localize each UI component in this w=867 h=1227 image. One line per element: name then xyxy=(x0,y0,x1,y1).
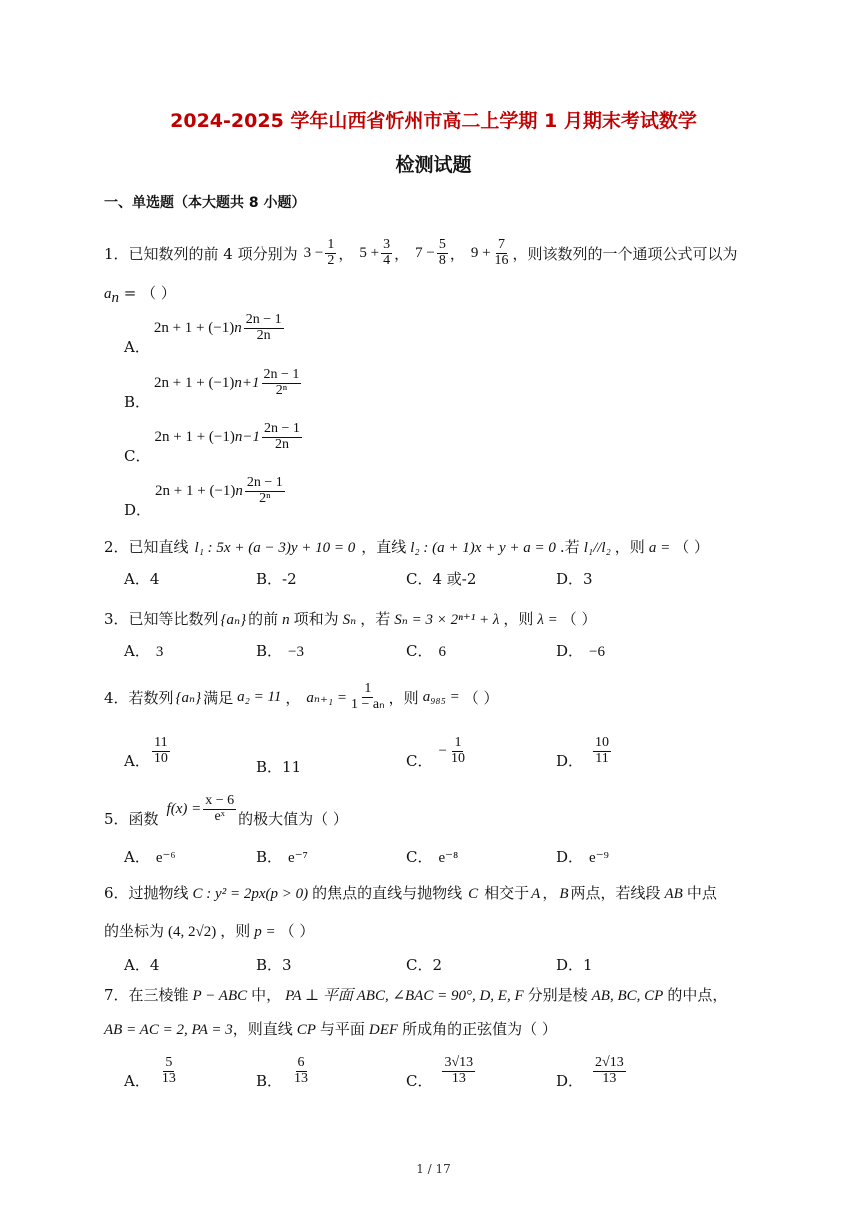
question-2-option-d: D．3 xyxy=(556,570,593,588)
page-number: 1 / 17 xyxy=(416,1162,451,1176)
question-7-option-c: C． $\frac{3√13}{13}$ xyxy=(406,1055,474,1090)
question-2-option-b: B．-2 xyxy=(256,570,297,588)
document-title: 2024-2025 学年山西省忻州市高二上学期 1 月期末考试数学 xyxy=(170,110,697,132)
question-6-option-c: C．2 xyxy=(406,956,443,974)
document-subtitle: 检测试题 xyxy=(395,154,472,176)
question-7-stem: 7．在三棱锥 P − ABC 中， PA ⊥ 平面 ABC, ∠BAC = 90°, D, E, F 分别是棱 AB, BC, CP 的中点， xyxy=(104,986,728,1004)
fraction: $\frac{7}{16}$ xyxy=(494,236,509,268)
question-4-option-d: D． $\frac{10}{11}$ xyxy=(556,735,610,770)
question-5-option-d: D． e⁻⁹ xyxy=(556,848,609,866)
question-5-stem: 5．函数 f(x) = $\frac{x - 6}{\text{eˣ}}$ 的极大值为（ ） xyxy=(104,792,348,828)
question-2-option-c: C．4 或-2 xyxy=(406,570,477,588)
question-7-stem-line2: AB = AC = 2, PA = 3，则直线 CP 与平面 DEF 所成角的正弦值为（ ） xyxy=(104,1020,557,1038)
question-7-option-a: A． $\frac{5}{13}$ xyxy=(124,1055,176,1090)
question-5-option-c: C． e⁻⁸ xyxy=(406,848,459,866)
question-4-stem: 4．若数列 {aₙ} 满足 a₂ = 11 ， aₙ₊₁ = $\frac{1}{\text{1 − aₙ}}$ ，则 a₉₈₅ = （ ） xyxy=(104,680,499,712)
question-1-stem-line2: $a_n$ = （ ） xyxy=(104,284,176,306)
question-1-option-d: D． 2n + 1 + (−1) n $\frac{2n - 1}{\text{2ⁿ}}$ xyxy=(124,475,283,520)
question-2-option-a: A．4 xyxy=(124,570,160,588)
question-3-stem: 3．已知等比数列 {aₙ} 的前 n 项和为 Sₙ ，若 Sₙ = 3 × 2ⁿ⁺¹ + λ ，则 λ = （ ） xyxy=(104,610,597,628)
question-5-option-b: B． e⁻⁷ xyxy=(256,848,308,866)
question-6-option-d: D．1 xyxy=(556,956,593,974)
question-4-option-a: A． $\frac{11}{10}$ xyxy=(124,735,168,770)
question-4-option-b: B．11 xyxy=(256,758,302,776)
question-5-option-a: A． e⁻⁶ xyxy=(124,848,176,866)
question-3-option-a: A． 3 xyxy=(124,642,164,660)
section-heading: 一、单选题（本大题共 8 小题） xyxy=(104,195,306,211)
question-3-option-c: C． 6 xyxy=(406,642,446,660)
question-2-stem: 2．已知直线 l₁ : 5x + (a − 3)y + 10 = 0 ，直线 l₂ : (a + 1)x + y + a = 0 .若 l₁//l₂ ，则 a = （ ） xyxy=(104,538,709,556)
question-6-stem-line2: 的坐标为 (4, 2√2) ，则 p = （ ） xyxy=(104,922,315,940)
question-7-option-b: B． $\frac{6}{13}$ xyxy=(256,1055,309,1090)
fraction: $\frac{5}{8}$ xyxy=(438,236,446,268)
question-1-stem: 1．已知数列的前 4 项分别为 3 − $\frac{1}{2}$ ， 5 + $\frac{3}{4}$ ， 7 − $\frac{5}{8}$ ， 9 + $\frac{7}{16}$ ，则该数列的一个通项公式可以为 xyxy=(104,236,738,268)
question-6-option-b: B．3 xyxy=(256,956,292,974)
question-4-option-c: C． − $\frac{1}{10}$ xyxy=(406,735,465,770)
question-1-option-b: B． 2n + 1 + (−1) n+1 $\frac{2n - 1}{\text{2ⁿ}}$ xyxy=(124,367,300,412)
fraction: $\frac{1}{2}$ xyxy=(327,236,335,268)
question-6-stem: 6．过抛物线 C : y² = 2px(p > 0) 的焦点的直线与抛物线 C 相交于 A ， B 两点，若线段 AB 中点 xyxy=(104,884,717,902)
question-1-option-c: C． 2n + 1 + (−1) n−1 $\frac{2n - 1}{2n}$ xyxy=(124,421,300,466)
question-7-option-d: D． $\frac{2√13}{13}$ xyxy=(556,1055,624,1090)
question-3-option-b: B． −3 xyxy=(256,642,304,660)
question-3-option-d: D． −6 xyxy=(556,642,605,660)
fraction: $\frac{3}{4}$ xyxy=(383,236,391,268)
question-6-option-a: A．4 xyxy=(124,956,160,974)
question-1-option-a: A． 2n + 1 + (−1) n $\frac{2n - 1}{2n}$ xyxy=(124,312,282,357)
